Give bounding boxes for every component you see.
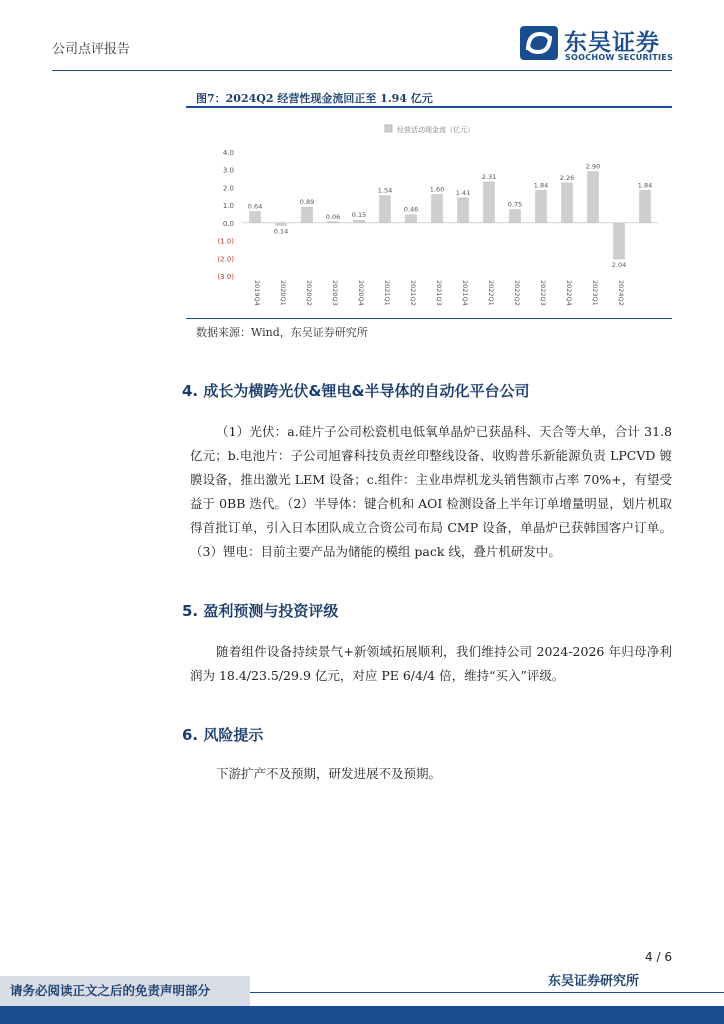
- footer-org-name: 东吴证券研究所: [548, 974, 640, 989]
- chart-bar: [354, 220, 365, 223]
- y-tick-label: (2.0): [217, 255, 234, 264]
- section-title-4: 4. 成长为横跨光伏&锂电&半导体的自动化平台公司: [182, 382, 530, 400]
- bar-value-label: 1.54: [377, 186, 393, 195]
- section-5-paragraph: 随着组件设备持续景气+新领域拓展顺利，我们维持公司 2024-2026 年归母净利润为 18.4/23.5/29.9 亿元，对应 PE 6/4/4 倍，维持“买入”评级。: [190, 644, 672, 683]
- bar-value-label: 1.60: [429, 185, 445, 194]
- y-tick-label: (3.0): [217, 273, 234, 281]
- y-tick-label: 4.0: [222, 149, 234, 157]
- x-tick-label: 2019Q4: [253, 280, 261, 306]
- x-tick-label: 2021Q3: [435, 280, 443, 306]
- y-tick-label: 1.0: [222, 202, 234, 211]
- footer-strip: [0, 1006, 724, 1024]
- chart-bar: [484, 182, 495, 223]
- y-tick-label: 0.0: [222, 219, 234, 228]
- y-tick-label: 3.0: [222, 166, 234, 175]
- header-divider: [52, 70, 672, 71]
- page-number: 4 / 6: [645, 950, 672, 964]
- y-tick-label: 2.0: [222, 184, 234, 193]
- bar-value-label: 0.46: [403, 205, 419, 214]
- chart-bar: [458, 198, 469, 223]
- section-title-6: 6. 风险提示: [182, 726, 264, 744]
- disclaimer-notice: 请务必阅读正文之后的免责声明部分: [0, 976, 250, 1006]
- bar-value-label: 0.75: [507, 200, 523, 209]
- x-tick-label: 2022Q1: [487, 280, 495, 306]
- chart-bar: [588, 171, 599, 222]
- bar-value-label: 0.64: [247, 202, 263, 211]
- figure-bottom-rule: [186, 318, 672, 319]
- x-tick-label: 2020Q2: [305, 280, 313, 306]
- x-tick-label: 2021Q1: [383, 280, 391, 306]
- bar-value-label: 2.90: [585, 162, 601, 171]
- chart-bar: [250, 212, 261, 223]
- logo-mark-icon: [520, 26, 558, 60]
- x-tick-label: 2021Q4: [461, 280, 469, 306]
- x-tick-label: 2020Q1: [279, 280, 287, 306]
- chart-bar: [562, 183, 573, 223]
- bar-value-label: 1.84: [533, 181, 549, 190]
- report-type-label: 公司点评报告: [52, 42, 131, 57]
- chart-bar: [406, 215, 417, 223]
- chart-bar: [510, 210, 521, 223]
- figure-top-rule: [186, 106, 672, 108]
- bar-value-label: 0.15: [351, 211, 367, 220]
- chart-bar: [302, 207, 313, 223]
- bar-value-label: 2.31: [481, 172, 497, 181]
- chart-bar: [328, 222, 339, 223]
- chart-bar: [640, 190, 651, 223]
- bar-value-label: 0.89: [299, 198, 315, 207]
- bar-value-label: 2.26: [559, 173, 575, 182]
- section-title-5: 5. 盈利预测与投资评级: [182, 602, 339, 620]
- chart-bar: [380, 196, 391, 223]
- cashflow-bar-chart: [200, 118, 670, 314]
- company-logo: [520, 24, 680, 64]
- chart-bar: [536, 190, 547, 223]
- x-tick-label: 2020Q3: [331, 280, 339, 306]
- bar-value-label: 2.04: [611, 260, 627, 269]
- legend-swatch: [385, 125, 392, 132]
- x-tick-label: 2022Q2: [513, 280, 521, 306]
- chart-bar: [432, 195, 443, 223]
- section-4-paragraph: （1）光伏：a.硅片子公司松瓷机电低氧单晶炉已获晶科、天合等大单，合计 31.8 亿元；b.电池片：子公司旭睿科技负责丝印整线设备、收购普乐新能源负责 LPCVD 镀膜设备，推出激光 LEM 设备；c.组件：主业串焊机龙头销售额市占率 70%+，有望受益于 0BB 迭代。（2）半导体：键合机和 AOI 检测设备上半年订单增量明显，划片机取得首批订单，引入日本团队成立合资公司布局 CMP 设备，单晶炉已获韩国客户订单。（3）锂电：目前主要产品为储能的模组 pack 线，叠片机研发中。: [190, 424, 672, 559]
- figure-source: 数据来源：Wind，东吴证券研究所: [196, 326, 368, 339]
- bar-value-label: 0.14: [273, 227, 289, 236]
- bar-value-label: 1.84: [637, 181, 653, 190]
- bar-value-label: 1.41: [455, 188, 471, 197]
- chart-bar: [276, 223, 287, 225]
- y-tick-label: (1.0): [217, 237, 234, 246]
- logo-cn-text: 东吴证券: [564, 30, 660, 56]
- legend-label: 经营活动现金流（亿元）: [397, 126, 474, 134]
- logo-en-text: SOOCHOW SECURITIES: [565, 53, 674, 62]
- x-tick-label: 2023Q1: [591, 280, 599, 306]
- x-tick-label: 2022Q4: [565, 280, 573, 306]
- x-tick-label: 2021Q2: [409, 280, 417, 306]
- x-tick-label: 2020Q4: [357, 280, 365, 306]
- x-tick-label: 2024Q2: [617, 280, 625, 306]
- figure-title: 图7：2024Q2 经营性现金流回正至 1.94 亿元: [196, 92, 433, 105]
- section-6-paragraph: 下游扩产不及预期，研发进展不及预期。: [216, 766, 442, 781]
- x-tick-label: 2022Q3: [539, 280, 547, 306]
- bar-value-label: 0.06: [325, 212, 341, 221]
- chart-bar: [614, 223, 625, 259]
